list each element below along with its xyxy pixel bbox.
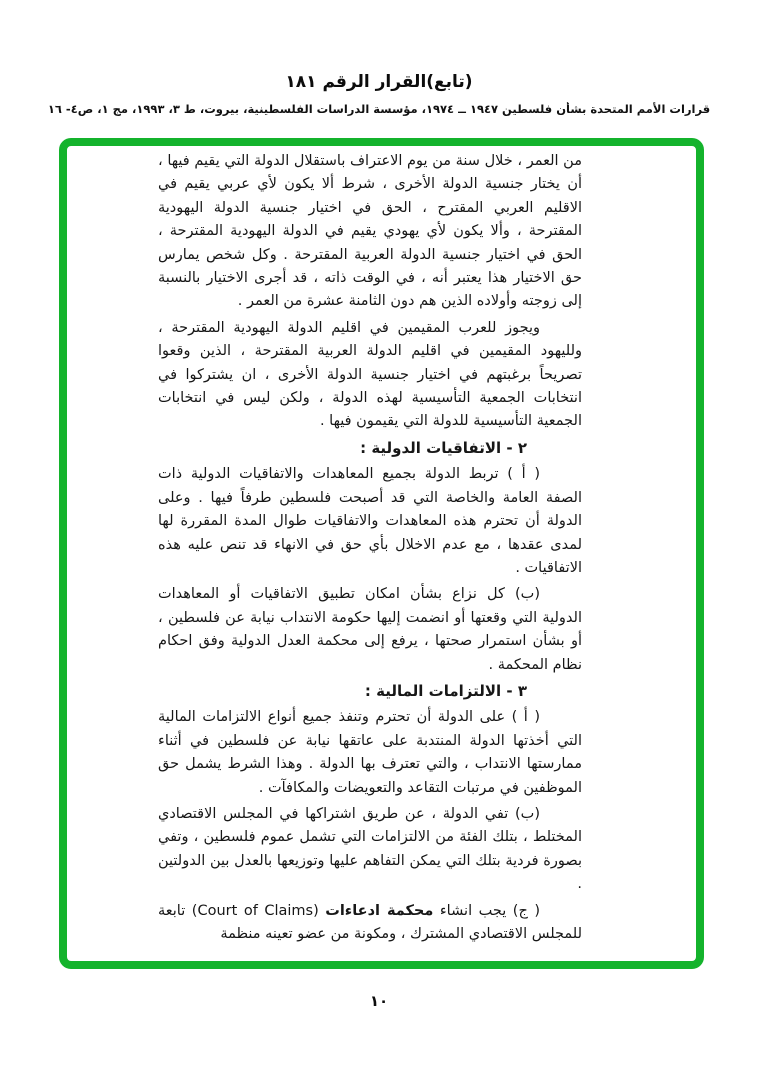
paragraph: ويجوز للعرب المقيمين في اقليم الدولة اليهودية المقترحة ، ولليهود المقيمين في اقليم الدولة العربية المقترحة ، الذين وقعوا تصريحاً برغبتهم في اختيار جنسية الدولة الأخرى ، ان يشتركوا في انتخابات الجمعية التأسيسية لهذه الدولة ، ولكن ليس في انتخابات الجمعية التأسيسية للدولة التي يقيمون فيها .: [158, 319, 582, 430]
paragraph: ( أ ) على الدولة أن تحترم وتنفذ جميع أنواع الالتزامات المالية التي أخذتها الدولة المنتدبة على عاتقها نيابة عن فلسطين في أثناء ممارستها الانتداب ، والتي تعترف بها الدولة . وهذا الشرط يشمل حق الموظفين في مرتبات التقاعد والتعويضات والمكافآت .: [158, 709, 582, 796]
paragraph: (ب) كل نزاع بشأن امكان تطبيق الاتفاقيات أو المعاهدات الدولية التي وقعتها أو انضمت إليها حكومة الانتداب نيابة عن فلسطين ، أو بشأن استمرار صحتها ، يرفع إلى محكمة العدل الدولية وفق احكام نظام المحكمة .: [158, 586, 582, 673]
page-number: ١٠: [369, 992, 389, 1010]
paragraph: ( أ ) تربط الدولة بجميع المعاهدات والاتفاقيات الدولية ذات الصفة العامة والخاصة التي قد أصبحت فلسطين طرفاً فيها . وعلى الدولة أن تحترم هذه المعاهدات والاتفاقيات طوال المدة المقررة لها لمدى عقدها ، مع عدم الاخلال بأي حق في الانهاء قد تنص عليه هذه الاتفاقيات .: [158, 466, 582, 576]
section-heading: ٢ - الاتفاقيات الدولية :: [360, 438, 527, 457]
paragraph: من العمر ، خلال سنة من يوم الاعتراف باستقلال الدولة التي يقيم فيها ، أن يختار جنسية الدولة الأخرى ، شرط ألا يكون لأي عربي يقيم في الاقليم العربي المقترح ، الحق في اختيار جنسية الدولة اليهودية المقترحة ، وألا يكون لأي يهودي يقيم في الدولة اليهودية المقترحة ، الحق في اختيار جنسية الدولة العربية المقترحة . وكل شخص يمارس حق الاختيار هذا يعتبر أنه ، في الوقت ذاته ، قد أجرى الاختيار بالنسبة إلى زوجته وأولاده الذين هم دون الثامنة عشرة من العمر .: [158, 153, 582, 310]
document-body: [158, 150, 582, 949]
page-title: (تابع)القرار الرقم ١٨١: [285, 72, 473, 92]
source-citation: قرارات الأمم المتحدة بشأن فلسطين ١٩٤٧ ــ ١٩٧٤، مؤسسة الدراسات الفلسطينية، بيروت، ط ٣، ١٩٩٣، مج ١، ص٤- ١٦: [47, 102, 711, 116]
section-heading: ٣ - الالتزامات المالية :: [364, 681, 527, 700]
paragraph: ( ج) يجب انشاء محكمة ادعاءات (Court of Claims) تابعة للمجلس الاقتصادي المشترك ، ومكونة من عضو تعينه منظمة: [158, 902, 582, 942]
paragraph: (ب) تفي الدولة ، عن طريق اشتراكها في المجلس الاقتصادي المختلط ، بتلك الفئة من الالتزامات التي تشمل عموم فلسطين ، وتفي بصورة فردية بتلك التي يمكن التفاهم عليها وتوزيعها بالعدل بين الدولتين .: [158, 805, 582, 893]
